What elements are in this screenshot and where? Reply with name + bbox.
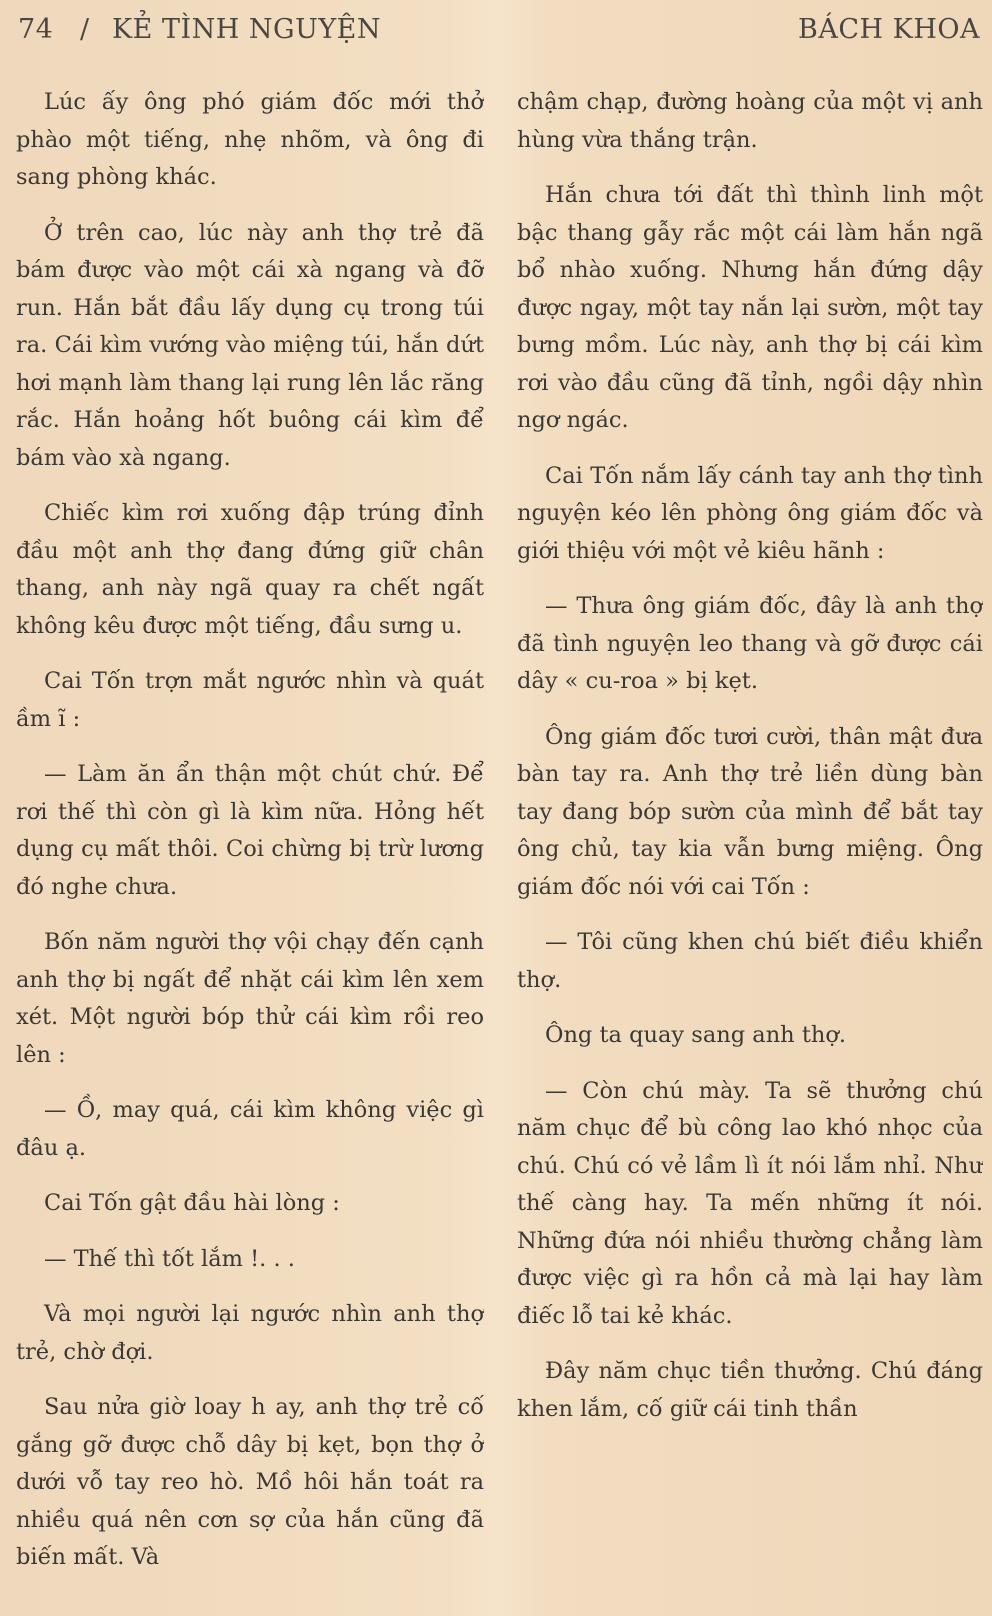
paragraph: Lúc ấy ông phó giám đốc mới thở phào một tiếng, nhẹ nhõm, và ông đi sang phòng khác. (16, 89, 484, 190)
paragraph: Ông giám đốc tươi cười, thân mật đưa bàn tay ra. Anh thợ trẻ liền dùng bàn tay đang bóp sườn của mình để bắt tay ông chủ, tay kia vẫn bưng miệng. Ông giám đốc nói với cai Tốn : (517, 723, 983, 900)
paragraph: — Còn chú mày. Ta sẽ thưởng chú năm chục để bù công lao khó nhọc của chú. Chú có vẻ lầm lì ít nói lắm nhỉ. Như thế càng hay. Ta mến những ít nói. Những đứa nói nhiều thường chẳng làm được việc gì ra hồn cả mà lại hay làm điếc lỗ tai kẻ khác. (517, 1077, 983, 1329)
paragraph: — Làm ăn ẩn thận một chút chứ. Để rơi thế thì còn gì là kìm nữa. Hỏng hết dụng cụ mất thôi. Coi chừng bị trừ lương đó nghe chưa. (16, 761, 484, 900)
paragraph: — Tôi cũng khen chú biết điều khiển thợ. (517, 929, 983, 993)
paragraph: Cai Tốn gật đầu hài lòng : (44, 1190, 340, 1216)
continued-paragraph: chậm chạp, đường hoàng của một vị anh hùng vừa thắng trận. (517, 89, 983, 153)
header-separator: / (80, 14, 90, 45)
paragraph: — Ồ, may quá, cái kìm không việc gì đâu ạ. (16, 1097, 484, 1161)
paragraph: — Thưa ông giám đốc, đây là anh thợ đã tình nguyện leo thang và gỡ được cái dây « cu-roa » bị kẹt. (517, 593, 983, 694)
paragraph: Ông ta quay sang anh thợ. (545, 1022, 847, 1048)
paragraph: Cai Tốn trợn mắt ngước nhìn và quát ầm ĩ : (16, 668, 484, 732)
paragraph: Cai Tốn nắm lấy cánh tay anh thợ tình nguyện kéo lên phòng ông giám đốc và giới thiệu với một vẻ kiêu hãnh : (517, 462, 983, 564)
paragraph: Và mọi người lại ngước nhìn anh thợ trẻ, chờ đợi. (16, 1301, 484, 1365)
paragraph: — Thế thì tốt lắm !. . . (44, 1245, 295, 1272)
paragraph: Đây năm chục tiền thưởng. Chú đáng khen lắm, cố giữ cái tinh thần (517, 1358, 983, 1422)
paragraph: Ở trên cao, lúc này anh thợ trẻ đã bám được vào một cái xà ngang và đỡ run. Hắn bắt đầu lấy dụng cụ trong túi ra. Cái kìm vướng vào miệng túi, hắn dứt hơi mạnh làm thang lại rung lên lắc răng rắc. Hắn hoảng hốt buông cái kìm để bám vào xà ngang. (16, 219, 484, 471)
paragraph: Bốn năm người thợ vội chạy đến cạnh anh thợ bị ngất để nhặt cái kìm lên xem xét. Một người bóp thử cái kìm rồi reo lên : (16, 929, 484, 1068)
paragraph: Chiếc kìm rơi xuống đập trúng đỉnh đầu một anh thợ đang đứng giữ chân thang, anh này ngã quay ra chết ngất không kêu được một tiếng, đầu sưng u. (16, 500, 484, 639)
story-title: KẺ TÌNH NGUYỆN (112, 14, 381, 45)
page-number: 74 (18, 14, 54, 45)
journal-name: BÁCH KHOA (798, 14, 980, 45)
paragraph: Sau nửa giờ loay h ay, anh thợ trẻ cố gắng gỡ được chỗ dây bị kẹt, bọn thợ ở dưới vỗ tay reo hò. Mồ hôi hắn toát ra nhiều quá nên cơn sợ của hắn cũng đã biến mất. Và (16, 1394, 484, 1570)
left-text-column (16, 84, 484, 1616)
paragraph: Hắn chưa tới đất thì thình linh một bậc thang gẫy rắc một cái làm hắn ngã bổ nhào xuống. Nhưng hắn đứng dậy được ngay, một tay nắn lại sườn, một tay bưng mồm. Lúc này, anh thợ bị cái kìm rơi vào đầu cũng đã tỉnh, ngồi dậy nhìn ngơ ngác. (517, 182, 983, 433)
right-text-column (517, 84, 983, 1616)
page-header (18, 14, 980, 54)
